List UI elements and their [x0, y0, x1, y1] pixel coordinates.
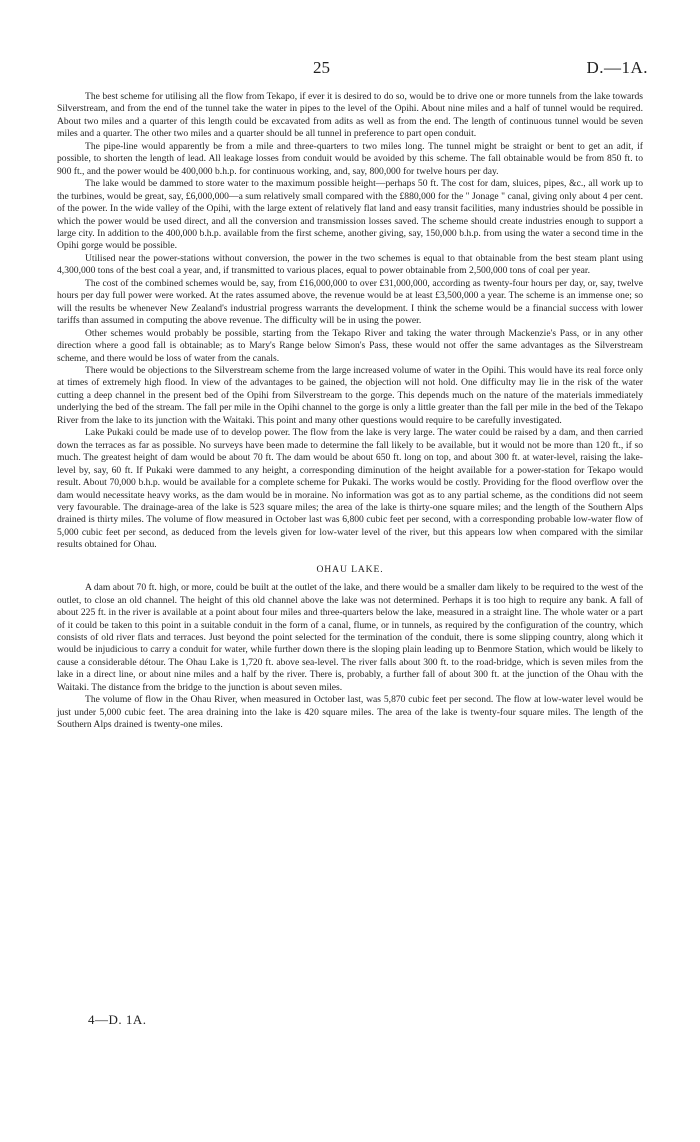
page-header — [0, 58, 700, 82]
paragraph-pipe-line: The pipe-line would apparently be from a mile and three-quarters to two miles long. The tunnel might be straight or bent to get an adit, if possible, to shorten the length of lead. All leakage losses from conduit would be avoided by this scheme. The fall obtainable would be from 850 ft. to 900 ft., and the power would be 400,000 b.h.p. for continuous working, and, say, 800,000 for twelve hours per day. — [57, 140, 643, 177]
section-title-ohau-lake: OHAU LAKE. — [316, 563, 384, 575]
paragraph-objections: There would be objections to the Silverstream scheme from the large increased volume of water in the Opihi. This would have its real force only at times of extremely high flood. In view of the advantages to be gained, the objection will not hold. One difficulty may lie in the risk of the water cutting a deep channel in the present bed of the Opihi from Silverstream to the gorge. This depends much on the nature of the materials immediately underlying the bed of the stream. The fall per mile in the Opihi channel to the gorge is only a little greater than the fall per mile in the bed of the Tekapo River from the lake to its junction with the Waitaki. This point and many other questions would require to be carefully investigated. — [57, 364, 643, 426]
paragraph-combined-cost: The cost of the combined schemes would be, say, from £16,000,000 to over £31,000,000, according as twenty-four hours per day, or, say, twelve hours per day full power were worked. At the rates assumed above, the revenue would be at least £3,500,000 a year. The scheme is an immense one; so will the results be whenever New Zealand's industrial progress warrants the development. I think the scheme would be a financial success with lower tariffs than assumed in computing the above revenue. The difficulty will be in using the power. — [57, 277, 643, 327]
document-body — [57, 91, 643, 732]
paragraph-ohau-flow: The volume of flow in the Ohau River, when measured in October last, was 5,870 cubic feet per second. The flow at low-water level would be just under 5,000 cubic feet. The area draining into the lake is 420 square miles. The area of the lake is twenty-four square miles. The length of the Southern Alps drained is twenty-one miles. — [57, 694, 643, 731]
paragraph-lake-pukaki: Lake Pukaki could be made use of to develop power. The flow from the lake is very large. The water could be raised by a dam, and then carried down the terraces as far as possible. No surveys have been made to determine the fall likely to be available, but it would not be more than 120 ft., if so much. The greatest height of dam would be about 70 ft. The dam would be about 650 ft. long on top, and about 300 ft. at water-level, raising the lake-level by, say, 60 ft. If Pukaki were dammed to any height, a corresponding diminution of the height available for a power-station for Tekapo would result. About 70,000 b.h.p. would be available for a complete scheme for Pukaki. The works would be costly. Providing for the flood overflow over the dam would necessitate heavy works, as the dam would be in moraine. No information was got as to any partial scheme, as the conditions did not seem very favourable. The drainage-area of the lake is 523 square miles; the area of the lake is thirty-one square miles; and the length of the Southern Alps drained is thirty miles. The volume of flow measured in October last was 6,800 cubic feet per second, with a corresponding probable low-water flow of 5,000 cubic feet per second, as deduced from the levels given for low-water level of the river, but this appears low when compared with the similar results obtained for Ohau. — [57, 427, 643, 551]
paragraph-tekapo-tunnel-scheme: The best scheme for utilising all the flow from Tekapo, if ever it is desired to do so, would be to drive one or more tunnels from the lake towards Silverstream, and from the end of the tunnel take the water in pipes to the level of the Opihi. About nine miles and a half of tunnel would be required. About two miles and a quarter of this length could be excavated from adits as well as from the end. The length of continuous tunnel would be seven miles and a quarter. The other two miles and a quarter should be all tunnel in preference to part open conduit. — [57, 91, 643, 140]
paragraph-other-schemes: Other schemes would probably be possible, starting from the Tekapo River and taking the water through Mackenzie's Pass, or in any other direction where a good fall is obtainable; as to Mary's Range below Simon's Pass, these would not offer the same advantages as the Silverstream scheme, and there would be loss of water from the canals. — [57, 327, 643, 364]
document-reference: D.—1A. — [586, 58, 648, 77]
page-number: 25 — [313, 58, 330, 77]
paragraph-power-equivalence: Utilised near the power-stations without conversion, the power in the two schemes is equal to that obtainable from the best steam plant using 4,300,000 tons of the best coal a year, and, if transmitted to various places, equal to power obtainable from 2,500,000 tons of coal per year. — [57, 252, 643, 277]
paragraph-ohau-dam: A dam about 70 ft. high, or more, could be built at the outlet of the lake, and there would be a smaller dam likely to be required to the west of the outlet, to close an old channel. The height of this old channel above the lake was not determined. Perhaps it is too high to require any bank. A fall of about 225 ft. in the river is available at a point about four miles and three-quarters below the lake, measured in a straight line. The whole water or a part of it could be taken to this point in a suitable conduit in the form of a canal, flume, or in tunnels, as required by the configuration of the country, which consists of old river flats and terraces. Just beyond the point selected for the termination of the conduit, there is some slipping country, along which it would be injudicious to carry a conduit for water, while further down there is the sloping plain leading up to Benmore Station, which would be likely to cause a considerable détour. The Ohau Lake is 1,720 ft. above sea-level. The river falls about 300 ft. to the road-bridge, which is seven miles from the lake in a direct line, or about nine miles and a half by the river. There is, probably, a further fall of about 300 ft. at the junction of the Ohau with the Waitaki. The distance from the bridge to the junction is about seven miles. — [57, 582, 643, 693]
paragraph-lake-dam-cost: The lake would be dammed to store water to the maximum possible height—perhaps 50 ft. The cost for dam, sluices, pipes, &c., all work up to the turbines, would be great, say, £6,000,000—a sum relatively small compared with the £880,000 for the " Jonage " canal, giving only about 4 per cent. of the power. In the wide valley of the Opihi, with the large extent of relatively flat land and easy transit facilities, many industries should be possible in which the power would be used direct, and all the conversion and transmission losses saved. The scheme should create industries enough to support a large city. In addition to the 400,000 b.h.p. available from the first scheme, another giving, say, 150,000 b.h.p. from using the water a second time in the Opihi gorge would be possible. — [57, 178, 643, 252]
sheet-reference: 4—D. 1A. — [88, 1012, 147, 1027]
